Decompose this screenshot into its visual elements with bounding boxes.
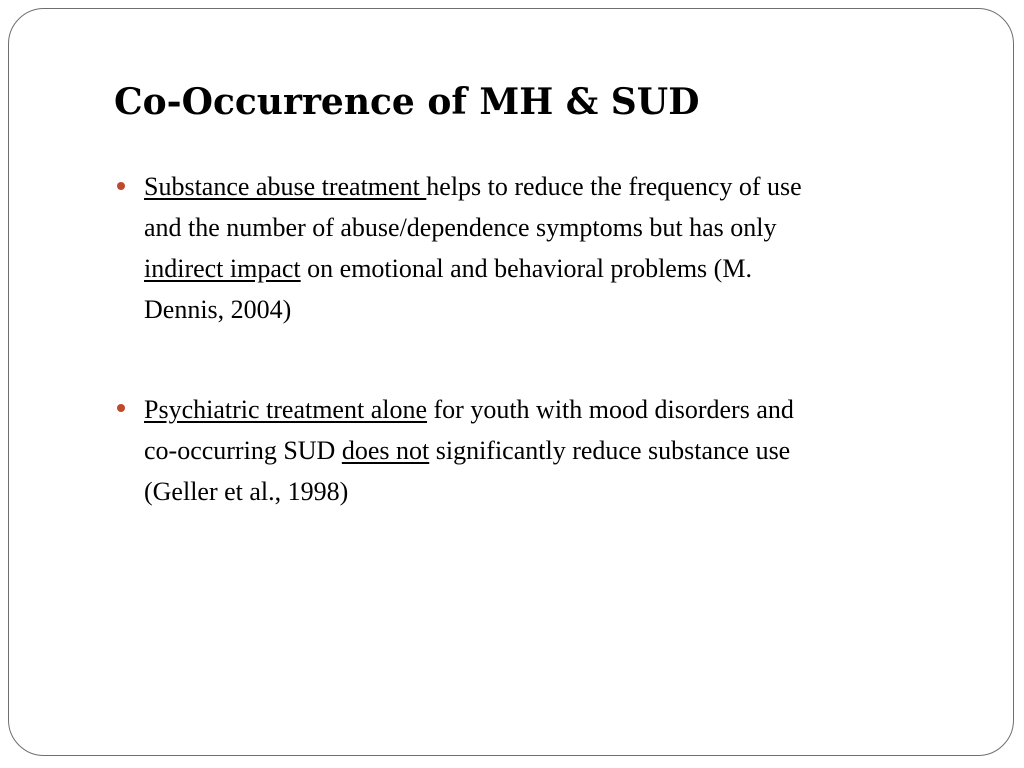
text-run: helps to reduce the frequency of use <box>426 172 802 201</box>
text-run: Dennis, 2004) <box>144 295 292 324</box>
bullet-text-1 <box>144 166 944 330</box>
bullet-text-2 <box>144 389 944 512</box>
bullet-marker <box>117 182 125 190</box>
slide-title: Co-Occurrence of MH & SUD <box>114 81 700 123</box>
text-run: and the number of abuse/dependence symptoms but has only <box>144 213 777 242</box>
text-run: (Geller et al., 1998) <box>144 477 349 506</box>
underlined-phrase: does not <box>341 436 430 465</box>
text-run: on emotional and behavioral problems (M. <box>300 254 752 283</box>
underlined-phrase: indirect impact <box>144 254 301 283</box>
bullet-marker <box>117 404 125 412</box>
text-run: significantly reduce substance use <box>429 436 791 465</box>
text-run: for youth with mood disorders and <box>427 395 794 424</box>
text-run: co-occurring SUD <box>144 436 342 465</box>
underlined-phrase: Psychiatric treatment alone <box>144 395 428 424</box>
underlined-phrase: Substance abuse treatment <box>144 172 427 201</box>
